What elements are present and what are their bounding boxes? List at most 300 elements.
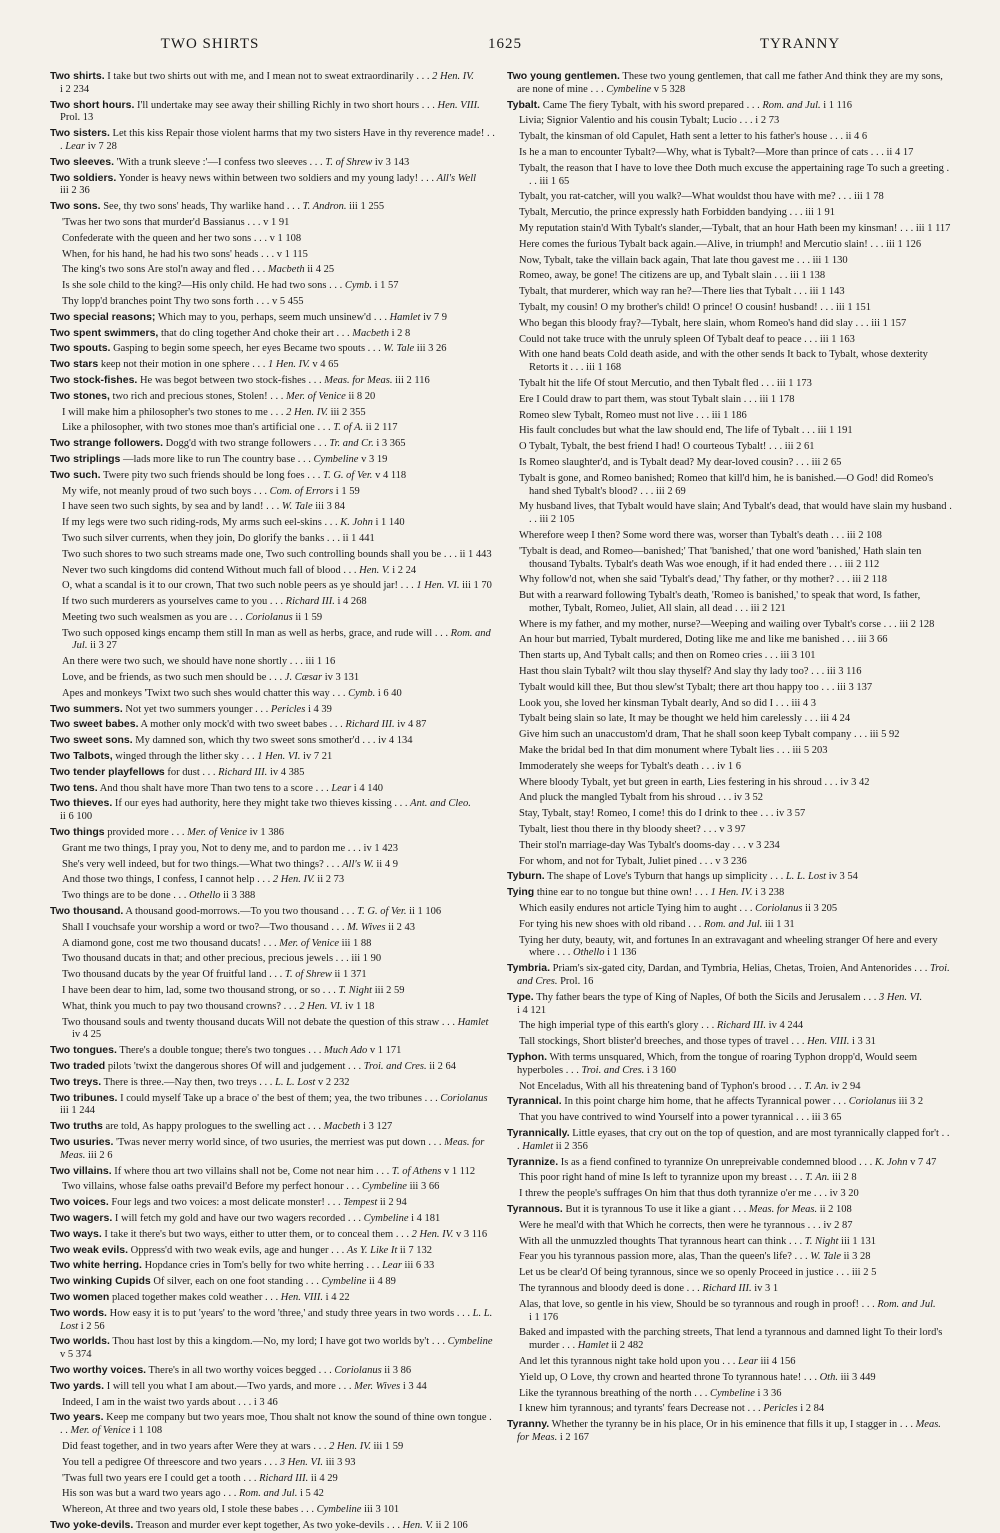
entry-quotation: Of silver, each on one foot standing — [153, 1276, 304, 1288]
concordance-entry: Two worthy voices. There's in all two worthy voices begged . . . Coriolanus ii 3 86 — [50, 1363, 412, 1376]
concordance-entry: His son was but a ward two years ago . . . Rom. and Jul. i 5 42 — [62, 1488, 324, 1500]
entry-act-scene-line: i 4 140 — [353, 782, 383, 794]
entry-play-reference: Hamlet — [522, 1140, 554, 1152]
entry-play-reference: Mer. Wives — [354, 1380, 401, 1392]
page-header — [50, 36, 960, 66]
concordance-entry: Tybalt being slain so late, It may be thought we held him carelessly . . . iii 4 24 — [519, 713, 851, 725]
entry-quotation: You tell a pedigree Of threescore and two years — [62, 1456, 262, 1468]
entry-quotation: My wife, not meanly proud of two such boys — [62, 485, 252, 497]
concordance-entry: Tyburn. The shape of Love's Tyburn that hangs up simplicity . . . L. L. Lost iv 3 54 — [507, 870, 858, 883]
concordance-entry: And let this tyrannous night take hold upon you . . . Lear iii 4 156 — [519, 1355, 796, 1367]
entry-quotation: Let us be clear'd Of being tyrannous, since we so openly Proceed in justice — [519, 1267, 834, 1279]
entry-play-reference: W. Tale — [281, 501, 313, 513]
entry-quotation: Give him such an unaccustom'd dram, That he shall soon keep Tybalt company — [519, 729, 852, 741]
entry-quotation: Tybalt would kill thee, But thou slew'st Tybalt; there art thou happy too — [519, 681, 819, 693]
entry-quotation: are told, As happy prologues to the swelling act — [105, 1121, 306, 1133]
concordance-entry: Like a philosopher, with two stones moe than's artificial one . . . T. of A. ii 2 117 — [62, 422, 398, 434]
entry-act-scene-line: i 3 36 — [757, 1387, 782, 1399]
entry-headword: Two spent swimmers, — [50, 326, 159, 339]
entry-quotation: Shall I vouchsafe your worship a word or two?—Two thousand — [62, 921, 329, 933]
concordance-entry: Tybalt hit the life Of stout Mercutio, and then Tybalt fled . . . iii 1 173 — [519, 377, 812, 389]
entry-act-scene-line: iii 2 121 — [750, 602, 786, 614]
entry-play-reference: T. An. — [805, 1172, 830, 1184]
entry-quotation: How easy it is to put 'years' to the word 'three,' and study three years in two words — [109, 1307, 455, 1319]
entry-play-reference: Rom. and Jul. — [703, 918, 763, 930]
entry-act-scene-line: iii 1 130 — [812, 254, 848, 266]
entry-act-scene-line: ii 2 108 — [819, 1203, 852, 1215]
entry-quotation: Is as a fiend confined to tyrannize On unrepreivable condemned blood — [560, 1156, 857, 1168]
entry-play-reference: Tempest — [343, 1197, 378, 1209]
entry-headword: Two truths — [50, 1120, 103, 1133]
entry-quotation: Priam's six-gated city, Dardan, and Tymbria, Helias, Chetas, Troien, And Antenorides — [552, 963, 912, 975]
entry-play-reference: T. Andron. — [302, 201, 347, 213]
entry-quotation: Yield up, O Love, thy crown and hearted throne To tyrannous hate! — [519, 1371, 802, 1383]
entry-headword: Two tens. — [50, 781, 98, 794]
entry-quotation: Two thousand ducats by the year Of fruitful land — [62, 969, 267, 981]
entry-play-reference: Hen. VIII. — [280, 1291, 324, 1303]
entry-act-scene-line: i 2 167 — [559, 1431, 590, 1443]
entry-act-scene-line: iv 4 385 — [269, 766, 305, 778]
entry-quotation: I threw the people's suffrages On him that thus doth tyrannize o'er me — [519, 1188, 812, 1200]
entry-play-reference: W. Tale — [383, 343, 415, 355]
entry-act-scene-line: v 3 19 — [361, 453, 388, 465]
entry-act-scene-line: iii 2 105 — [539, 514, 575, 526]
entry-act-scene-line: i 3 127 — [363, 1121, 393, 1133]
concordance-entry: Like the tyrannous breathing of the north . . . Cymbeline i 3 36 — [519, 1387, 782, 1399]
entry-headword: Two spouts. — [50, 342, 111, 355]
concordance-entry: Two sweet sons. My damned son, which thy two sweet sons smother'd . . . iv 4 134 — [50, 734, 413, 747]
entry-quotation: Keep me company but two years moe, Thou shalt not know the sound of thine own tongue — [106, 1412, 487, 1424]
entry-quotation: Two such shores to two such streams made one, Two such controlling bounds shall you be — [62, 548, 442, 560]
concordance-entry: Look you, she loved her kinsman Tybalt dearly, And so did I . . . iii 4 3 — [519, 697, 817, 709]
entry-act-scene-line: iii 3 449 — [840, 1371, 876, 1383]
entry-quotation: 'With a trunk sleeve :'—I confess two sleeves — [116, 156, 307, 168]
entry-play-reference: Richard III. — [345, 719, 395, 731]
concordance-entry: 'Twas full two years ere I could get a tooth . . . Richard III. ii 4 29 — [62, 1472, 338, 1484]
entry-quotation: Is Romeo slaughter'd, and is Tybalt dead? My dear-loved cousin? — [519, 456, 794, 468]
entry-quotation: But with a rearward following Tybalt's death, 'Romeo is banished,' to speak that word, Is father, mother, Tybalt, Romeo, Juliet, All slain, all dead — [519, 590, 921, 614]
entry-act-scene-line: iii 1 126 — [886, 238, 922, 250]
concordance-entry: Two such shores to two such streams made one, Two such controlling bounds shall you be . . . ii 1 443 — [62, 548, 492, 560]
entry-play-reference: Coriolanus — [334, 1364, 382, 1376]
concordance-entry: Could not take truce with the unruly spleen Of Tybalt deaf to peace . . . iii 1 163 — [519, 333, 855, 345]
entry-quotation: Tybalt, that murderer, which way ran he?—There lies that Tybalt — [519, 286, 792, 298]
concordance-entry: Why follow'd not, when she said 'Tybalt's dead,' Thy father, or thy mother? . . . iii 2 118 — [519, 574, 888, 586]
entry-quotation: Whether the tyranny be in his place, Or in his eminence that fills it up, I stagger in — [551, 1419, 898, 1431]
entry-quotation: Tybalt being slain so late, It may be thought we held him carelessly — [519, 713, 802, 725]
concordance-entry: Two usuries. 'Twas never merry world since, of two usuries, the merriest was put down . . . Meas. for Meas. iii 2 6 — [50, 1135, 485, 1161]
entry-act-scene-line: iv 4 87 — [397, 719, 427, 731]
entry-act-scene-line: iii 2 112 — [844, 558, 880, 570]
entry-play-reference: 3 Hen. VI. — [279, 1456, 324, 1468]
entry-quotation: In this point charge him home, that he affects Tyrannical power — [564, 1096, 831, 1108]
entry-quotation: When, for his hand, he had his two sons' heads — [62, 248, 259, 260]
entry-headword: Two treys. — [50, 1075, 102, 1088]
concordance-entry: Alas, that love, so gentle in his view, Should be so tyrannous and rough in proof! . . . Rom. and Jul. i 1 176 — [519, 1298, 936, 1323]
concordance-entry: Two sisters. Let this kiss Repair those violent harms that my two sisters Have in thy reverence made! . . . Lear iv 7 28 — [50, 127, 495, 152]
concordance-entry: Let us be clear'd Of being tyrannous, since we so openly Proceed in justice . . . iii 2 5 — [519, 1267, 877, 1279]
entry-act-scene-line: iii 3 65 — [811, 1112, 842, 1124]
concordance-entry: 'Tybalt is dead, and Romeo—banished;' That 'banished,' that one word 'banished,' Hath slain ten thousand Tybalts. Tybalt's death Was woe enough, if it had ended there . . . iii 2 112 — [519, 545, 922, 570]
concordance-entry: And pluck the mangled Tybalt from his shroud . . . iv 3 52 — [519, 792, 764, 804]
entry-act-scene-line: iii 1 65 — [539, 175, 570, 187]
entry-act-scene-line: v 4 65 — [312, 359, 339, 371]
entry-act-scene-line: v 3 97 — [719, 824, 746, 836]
entry-act-scene-line: iii 1 151 — [835, 301, 871, 313]
entry-play-reference: 3 Hen. VI. — [879, 991, 923, 1003]
entry-headword: Type. — [507, 990, 534, 1003]
entry-play-reference: 1 Hen. IV. — [710, 887, 753, 899]
concordance-entry: Livia; Signior Valentio and his cousin Tybalt; Lucio . . . i 2 73 — [519, 115, 780, 127]
entry-play-reference: K. John — [340, 517, 373, 529]
concordance-entry: Tybalt, the kinsman of old Capulet, Hath sent a letter to his father's house . . . ii 4 6 — [519, 131, 868, 143]
entry-quotation: Not yet two summers younger — [125, 703, 253, 715]
concordance-entry: Where bloody Tybalt, yet but green in earth, Lies festering in his shroud . . . iv 3 42 — [519, 776, 870, 788]
entry-act-scene-line: v 1 108 — [269, 232, 302, 244]
entry-quotation: keep not their motion in one sphere — [100, 359, 250, 371]
entry-quotation: If my legs were two such riding-rods, My arms such eel-skins — [62, 517, 322, 529]
entry-play-reference: Ant. and Cleo. — [410, 798, 471, 810]
entry-act-scene-line: iii 4 24 — [820, 713, 851, 725]
entry-act-scene-line: iii 5 203 — [792, 745, 828, 757]
entry-play-reference: 2 Hen. IV. — [329, 1440, 371, 1452]
right-column — [507, 70, 952, 1443]
entry-quotation: Thy lopp'd branches point Thy two sons forth — [62, 295, 254, 307]
entry-play-reference: Cymbeline — [313, 453, 359, 465]
entry-act-scene-line: ii 6 100 — [60, 811, 93, 823]
entry-act-scene-line: ii 3 86 — [384, 1364, 412, 1376]
entry-act-scene-line: iii 3 66 — [409, 1181, 440, 1193]
entry-play-reference: As Y. Like It — [346, 1244, 398, 1256]
entry-headword: Two such. — [50, 468, 101, 481]
entry-quotation: An there were two such, we should have none shortly — [62, 656, 288, 668]
concordance-entry: An there were two such, we should have none shortly . . . iii 1 16 — [62, 656, 336, 668]
entry-play-reference: Mer. of Venice — [279, 937, 340, 949]
entry-headword: Two yards. — [50, 1379, 105, 1392]
entry-act-scene-line: iii 3 2 — [898, 1096, 924, 1108]
entry-quotation: Two thousand ducats in that; and other precious, precious jewels — [62, 953, 334, 965]
entry-act-scene-line: iii 2 61 — [784, 441, 815, 453]
entry-headword: Two traded — [50, 1060, 106, 1072]
entry-quotation: Who began this bloody fray?—Tybalt, here slain, whom Romeo's hand did slay — [519, 317, 853, 329]
entry-quotation: 'Twas her two sons that murder'd Bassianus — [62, 216, 245, 228]
entry-act-scene-line: iv 1 18 — [345, 1000, 375, 1012]
entry-play-reference: Hamlet — [457, 1016, 489, 1028]
entry-headword: Two sleeves. — [50, 155, 115, 168]
entry-quotation: She's very well indeed, but for two things.—What two things? — [62, 858, 324, 870]
entry-play-reference: Cymbeline — [363, 1212, 409, 1224]
entry-headword: Two tongues. — [50, 1044, 117, 1057]
concordance-entry: Two tongues. There's a double tongue; there's two tongues . . . Much Ado v 1 171 — [50, 1044, 402, 1057]
entry-play-reference: Oth. — [819, 1371, 838, 1383]
entry-quotation: two rich and precious stones, Stolen! — [112, 390, 268, 402]
entry-headword: Two young gentlemen. — [507, 70, 620, 82]
entry-act-scene-line: i 3 46 — [253, 1396, 278, 1408]
entry-quotation: Two things are to be done — [62, 890, 171, 902]
entry-play-reference: 2 Hen. VI. — [299, 1000, 343, 1012]
entry-quotation: His fault concludes but what the law should end, The life of Tybalt — [519, 425, 800, 437]
entry-play-reference: T. G. of Ver. — [357, 906, 407, 918]
entry-quotation: Treason and murder ever kept together, As two yoke-devils — [135, 1519, 385, 1531]
entry-act-scene-line: ii 3 28 — [843, 1251, 871, 1263]
concordance-entry: Who began this bloody fray?—Tybalt, here slain, whom Romeo's hand did slay . . . iii 1 157 — [519, 317, 907, 329]
entry-headword: Two strange followers. — [50, 437, 163, 450]
entry-act-scene-line: iii 5 92 — [869, 729, 900, 741]
entry-quotation: Fear you his tyrannous passion more, alas, Than the queen's life? — [519, 1251, 792, 1263]
concordance-entry: Two such opposed kings encamp them still In man as well as herbs, grace, and rude will . . . Rom. and Jul. ii 3 27 — [62, 627, 491, 652]
entry-quotation: I will fetch my gold and have our two wagers recorded — [114, 1212, 346, 1224]
entry-act-scene-line: iii 2 118 — [852, 574, 888, 586]
concordance-entry: O Tybalt, Tybalt, the best friend I had! O courteous Tybalt! . . . iii 2 61 — [519, 441, 815, 453]
entry-act-scene-line: v 1 91 — [263, 216, 290, 228]
concordance-entry: Confederate with the queen and her two sons . . . v 1 108 — [62, 232, 302, 244]
concordance-entry: O, what a scandal is it to our crown, That two such noble peers as ye should jar! . . . 1 Hen. VI. iii 1 70 — [62, 580, 492, 592]
entry-play-reference: Cymb. — [344, 280, 373, 292]
entry-play-reference: Meas. for Meas. — [60, 1136, 485, 1161]
entry-quotation: If where thou art two villains shall not be, Come not near him — [114, 1165, 374, 1177]
concordance-entry: Which easily endures not article Tying him to aught . . . Coriolanus ii 3 205 — [519, 903, 838, 915]
entry-act-scene-line: iv 3 20 — [829, 1188, 859, 1200]
concordance-entry: My wife, not meanly proud of two such boys . . . Com. of Errors i 1 59 — [62, 485, 360, 497]
entry-play-reference: Richard III. — [285, 596, 335, 608]
concordance-entry: Now, Tybalt, take the villain back again, That late thou gavest me . . . iii 1 130 — [519, 254, 848, 266]
entry-quotation: Yonder is heavy news within between two soldiers and my young lady! — [118, 172, 419, 184]
entry-quotation: Look you, she loved her kinsman Tybalt dearly, And so did I — [519, 697, 774, 709]
entry-act-scene-line: i 3 44 — [402, 1380, 427, 1392]
concordance-entry: 'Twas her two sons that murder'd Bassianus . . . v 1 91 — [62, 216, 290, 228]
entry-play-reference: Rom. and Jul. — [762, 99, 821, 111]
entry-play-reference: 2 Hen. IV. — [411, 1228, 454, 1240]
entry-act-scene-line: v 3 236 — [715, 855, 747, 867]
entry-play-reference: Mer. of Venice — [70, 1425, 131, 1437]
entry-act-scene-line: iv 2 94 — [831, 1080, 861, 1092]
entry-act-scene-line: v 5 374 — [60, 1349, 92, 1361]
entry-headword: Two stones, — [50, 389, 110, 402]
entry-quotation: Hopdance cries in Tom's belly for two white herring — [144, 1260, 364, 1272]
concordance-entry: Two ways. I take it there's but two ways, either to utter them, or to conceal them . . . 2 Hen. IV. v 3 116 — [50, 1227, 488, 1240]
entry-headword: Two short hours. — [50, 98, 135, 111]
entry-quotation: Did feast together, and in two years after Were they at wars — [62, 1440, 311, 1452]
entry-act-scene-line: v 4 118 — [375, 469, 407, 481]
entry-quotation: Two thousand souls and twenty thousand ducats Will not debate the question of this straw — [62, 1016, 440, 1028]
entry-play-reference: Lear — [738, 1355, 758, 1367]
concordance-entry: If two such murderers as yourselves came to you . . . Richard III. i 4 268 — [62, 596, 367, 608]
concordance-entry: When, for his hand, he had his two sons' heads . . . v 1 115 — [62, 248, 308, 260]
entry-headword: Typhon. — [507, 1051, 548, 1063]
entry-headword: Two soldiers. — [50, 171, 117, 184]
entry-act-scene-line: ii 4 17 — [886, 146, 914, 158]
entry-headword: Tyrannize. — [507, 1155, 559, 1168]
concordance-entry: I knew him tyrannous; and tyrants' fears Decrease not . . . Pericles i 2 84 — [519, 1403, 825, 1415]
entry-play-reference: T. Night — [338, 985, 373, 997]
concordance-entry: The tyrannous and bloody deed is done . . . Richard III. iv 3 1 — [519, 1282, 779, 1294]
entry-quotation: There is three.—Nay then, two treys — [103, 1076, 257, 1088]
entry-act-scene-line: ii 2 356 — [555, 1140, 588, 1152]
entry-quotation: My husband lives, that Tybalt would have slain; And Tybalt's dead, that would have slain my husband — [519, 501, 947, 513]
concordance-entry: Love, and be friends, as two such men should be . . . J. Cæsar iv 3 131 — [62, 672, 360, 684]
entry-headword: Two tribunes. — [50, 1091, 118, 1104]
entry-play-reference: Coriolanus — [245, 611, 293, 623]
entry-quotation: Not Enceladus, With all his threatening band of Typhon's brood — [519, 1080, 786, 1092]
entry-play-reference: Troi. and Cres. — [581, 1064, 645, 1076]
entry-quotation: Alas, that love, so gentle in his view, Should be so tyrannous and rough in proof! — [519, 1298, 859, 1310]
entry-play-reference: Pericles — [270, 703, 306, 715]
entry-act-scene-line: ii 1 441 — [342, 532, 375, 544]
entry-act-scene-line: ii 2 73 — [317, 874, 345, 886]
concordance-entry: Two such. Twere pity two such friends should be long foes . . . T. G. of Ver. v 4 118 — [50, 468, 407, 481]
entry-quotation: Like a philosopher, with two stones moe than's artificial one — [62, 422, 315, 434]
entry-play-reference: 2 Hen. IV. — [272, 874, 315, 886]
entry-quotation: Then starts up, And Tybalt calls; and then on Romeo cries — [519, 650, 763, 662]
concordance-entry: Two villains. If where thou art two villains shall not be, Come not near him . . . T. of Athens v 1 112 — [50, 1164, 476, 1177]
entry-play-reference: Macbeth — [323, 1121, 361, 1133]
entry-quotation: —lads more like to run The country base — [123, 453, 296, 465]
concordance-entry: Hast thou slain Tybalt? wilt thou slay thyself? And slay thy lady too? . . . iii 3 116 — [519, 666, 862, 678]
entry-quotation: The shape of Love's Tyburn that hangs up simplicity — [547, 871, 768, 883]
entry-headword: Two thieves. — [50, 797, 113, 810]
entry-act-scene-line: iii 3 101 — [364, 1504, 400, 1516]
entry-act-scene-line: i 1 116 — [823, 99, 853, 111]
entry-act-scene-line: ii 3 388 — [223, 890, 256, 902]
entry-quotation: Tybalt hit the life Of stout Mercutio, and then Tybalt fled — [519, 377, 759, 389]
concordance-entry: Two wagers. I will fetch my gold and have our two wagers recorded . . . Cymbeline i 4 181 — [50, 1211, 441, 1224]
entry-quotation: And let this tyrannous night take hold upon you — [519, 1355, 720, 1367]
entry-quotation: Apes and monkeys 'Twixt two such shes would chatter this way — [62, 687, 330, 699]
concordance-entry: Then starts up, And Tybalt calls; and then on Romeo cries . . . iii 3 101 — [519, 650, 816, 662]
concordance-entry: Is Romeo slaughter'd, and is Tybalt dead? My dear-loved cousin? . . . iii 2 65 — [519, 456, 842, 468]
entry-act-scene-line: ii 3 205 — [805, 903, 838, 915]
entry-act-scene-line: iii 3 101 — [780, 650, 816, 662]
entry-play-reference: All's Well — [436, 172, 477, 184]
entry-act-scene-line: iii 2 8 — [832, 1172, 857, 1184]
entry-quotation: for dust — [167, 766, 200, 778]
concordance-entry: I have been dear to him, lad, some two thousand strong, or so . . . T. Night iii 2 59 — [62, 985, 405, 997]
entry-quotation: O Tybalt, Tybalt, the best friend I had! O courteous Tybalt! — [519, 441, 767, 453]
concordance-entry: Stay, Tybalt, stay! Romeo, I come! this do I drink to thee . . . iv 3 57 — [519, 808, 806, 820]
entry-act-scene-line: iii 1 157 — [871, 317, 907, 329]
entry-act-scene-line: iv 4 244 — [768, 1020, 804, 1032]
entry-play-reference: Cymb. — [348, 687, 376, 699]
concordance-entry: Not Enceladus, With all his threatening band of Typhon's brood . . . T. An. iv 2 94 — [519, 1080, 861, 1092]
entry-play-reference: M. Wives — [347, 921, 386, 933]
concordance-entry: Thy lopp'd branches point Thy two sons forth . . . v 5 455 — [62, 295, 304, 307]
entry-act-scene-line: iii 1 16 — [305, 656, 336, 668]
entry-act-scene-line: iii 3 116 — [826, 666, 862, 678]
entry-quotation: Love, and be friends, as two such men should be — [62, 672, 267, 684]
concordance-entry: Tyrannize. Is as a fiend confined to tyrannize On unrepreivable condemned blood . . . K. John v 7 47 — [507, 1155, 937, 1168]
entry-headword: Two sisters. — [50, 127, 110, 140]
concordance-entry: Where is my father, and my mother, nurse?—Weeping and wailing over Tybalt's corse . . . iii 2 128 — [519, 618, 935, 630]
concordance-entry: Tybalt, Mercutio, the prince expressly hath Forbidden bandying . . . iii 1 91 — [519, 207, 835, 219]
concordance-entry: With all the unmuzzled thoughts That tyrannous heart can think . . . T. Night iii 1 131 — [519, 1235, 877, 1247]
entry-act-scene-line: iv 7 28 — [87, 140, 117, 152]
entry-play-reference: Cymbeline — [316, 1504, 362, 1516]
concordance-entry: Is he a man to encounter Tybalt?—Why, what is Tybalt?—More than prince of cats . . . ii 4 17 — [519, 146, 914, 158]
entry-headword: Tying — [507, 886, 535, 899]
entry-headword: Two worlds. — [50, 1335, 110, 1348]
entry-quotation: Two such opposed kings encamp them still In man as well as herbs, grace, and rude will — [62, 627, 433, 639]
concordance-entry: Two stars keep not their motion in one sphere . . . 1 Hen. IV. v 4 65 — [50, 358, 339, 371]
concordance-entry: Two special reasons; Which may to you, perhaps, seem much unsinew'd . . . Hamlet iv 7 9 — [50, 310, 448, 323]
entry-headword: Two stars — [50, 358, 99, 371]
entry-headword: Two things — [50, 826, 105, 839]
entry-play-reference: T. Night — [804, 1235, 839, 1247]
entry-act-scene-line: iv 3 42 — [840, 776, 870, 788]
concordance-entry: Two tribunes. I could myself Take up a brace o' the best of them; yea, the two tribunes . . . Coriolanus iii 1 244 — [50, 1091, 488, 1117]
entry-quotation: Never two such kingdoms did contend Without much fall of blood — [62, 564, 341, 576]
concordance-entry: Two Talbots, winged through the lither sky . . . 1 Hen. VI. iv 7 21 — [50, 750, 333, 763]
entry-quotation: Romeo slew Tybalt, Romeo must not live — [519, 409, 694, 421]
concordance-entry: I will make him a philosopher's two stones to me . . . 2 Hen. IV. iii 2 355 — [62, 406, 366, 418]
concordance-entry: Tyranny. Whether the tyranny be in his place, Or in his eminence that fills it up, I stagger in . . . Meas. for Meas. i 2 167 — [507, 1418, 941, 1443]
concordance-entry: Did feast together, and in two years after Were they at wars . . . 2 Hen. IV. iii 1 59 — [62, 1440, 404, 1452]
concordance-entry: Give him such an unaccustom'd dram, That he shall soon keep Tybalt company . . . iii 5 92 — [519, 729, 900, 741]
entry-play-reference: L. L. Lost — [60, 1307, 493, 1332]
entry-quotation: I will tell you what I am about.—Two yards, and more — [106, 1380, 336, 1392]
entry-play-reference: Richard III. — [702, 1282, 752, 1294]
entry-play-reference: Pericles — [763, 1403, 798, 1415]
concordance-entry: Two years. Keep me company but two years moe, Thou shalt not know the sound of thine own tongue . . . Mer. of Venice i 1 108 — [50, 1411, 492, 1437]
entry-play-reference: Rom. and Jul. — [239, 1488, 298, 1500]
entry-quotation: With one hand beats Cold death aside, and with the other sends It back to Tybalt, whose dexterity Retorts it — [519, 349, 928, 374]
entry-act-scene-line: ii 1 106 — [409, 906, 442, 918]
concordance-entry: Romeo, away, be gone! The citizens are up, and Tybalt slain . . . iii 1 138 — [519, 270, 826, 282]
entry-quotation: This poor right hand of mine Is left to tyrannize upon my breast — [519, 1172, 787, 1184]
entry-quotation: I'll undertake may see away their shilling Richly in two short hours — [137, 99, 420, 111]
concordance-entry: For tying his new shoes with old riband . . . Rom. and Jul. iii 1 31 — [519, 918, 795, 930]
entry-act-scene-line: ii 2 94 — [379, 1197, 407, 1209]
entry-act-scene-line: v 5 455 — [271, 295, 304, 307]
entry-act-scene-line: iii 3 26 — [416, 343, 447, 355]
concordance-entry: Tyrannically. Little eyases, that cry out on the top of question, and are most tyrannically clapped for't . . . Hamlet ii 2 356 — [507, 1126, 950, 1152]
entry-headword: Tymbria. — [507, 962, 550, 975]
concordance-entry: Two thousand. A thousand good-morrows.—To you two thousand . . . T. G. of Ver. ii 1 106 — [50, 905, 442, 918]
entry-headword: Two ways. — [50, 1227, 102, 1240]
entry-quotation: Here comes the furious Tybalt back again.—Alive, in triumph! and Mercutio slain! — [519, 238, 868, 250]
entry-quotation: An hour but married, Tybalt murdered, Doting like me and like me banished — [519, 634, 840, 646]
entry-quotation: The king's two sons Are stol'n away and fled — [62, 264, 250, 276]
concordance-entry: Two spouts. Gasping to begin some speech, her eyes Became two spouts . . . W. Tale iii 3 26 — [50, 342, 447, 355]
concordance-entry: Wherefore weep I then? Some word there was, worser than Tybalt's death . . . iii 2 108 — [519, 529, 882, 541]
entry-quotation: pilots 'twixt the dangerous shores Of will and judgement — [107, 1061, 346, 1072]
entry-quotation: thine ear to no tongue but thine own! — [536, 887, 693, 899]
entry-play-reference: 1 Hen. IV. — [267, 359, 310, 371]
entry-quotation: I take but two shirts out with me, and I mean not to sweat extraordinarily — [107, 71, 414, 82]
concordance-entry: Tybalt, you rat-catcher, will you walk?—What wouldst thou have with me? . . . iii 1 78 — [519, 191, 884, 203]
entry-play-reference: Hamlet — [577, 1340, 609, 1352]
entry-quotation: Tybalt, the reason that I have to love thee Doth much excuse the appertaining rage To such a greeting — [519, 162, 944, 174]
entry-quotation: With terms unsquared, Which, from the tongue of roaring Typhon dropp'd, Would seem hyperboles — [517, 1052, 918, 1076]
concordance-entry: Tyrannous. But it is tyrannous To use it like a giant . . . Meas. for Meas. ii 2 108 — [507, 1202, 852, 1215]
entry-headword: Two sons. — [50, 200, 101, 213]
entry-act-scene-line: i 4 181 — [411, 1212, 441, 1224]
entry-quotation: Now, Tybalt, take the villain back again, That late thou gavest me — [519, 254, 795, 266]
entry-act-scene-line: i 3 160 — [646, 1064, 677, 1076]
entry-headword: Tyrannical. — [507, 1095, 562, 1108]
concordance-entry: Make the bridal bed In that dim monument where Tybalt lies . . . iii 5 203 — [519, 745, 828, 757]
entry-play-reference: T. G. of Ver. — [323, 469, 373, 481]
entry-quotation: Why follow'd not, when she said 'Tybalt's dead,' Thy father, or thy mother? — [519, 574, 835, 586]
entry-act-scene-line: ii 4 89 — [369, 1276, 396, 1288]
entry-play-reference: K. John — [874, 1156, 908, 1168]
entry-act-scene-line: iv 1 423 — [363, 842, 398, 854]
entry-act-scene-line: iii 2 5 — [851, 1267, 877, 1279]
entry-act-scene-line: iii 1 31 — [764, 918, 795, 930]
concordance-entry: With one hand beats Cold death aside, and with the other sends It back to Tybalt, whose dexterity Retorts it . . . iii 1 168 — [519, 349, 928, 374]
entry-act-scene-line: iii 2 65 — [811, 456, 842, 468]
entry-play-reference: T. of Shrew — [325, 156, 373, 168]
entry-headword: Tyrannous. — [507, 1202, 563, 1215]
